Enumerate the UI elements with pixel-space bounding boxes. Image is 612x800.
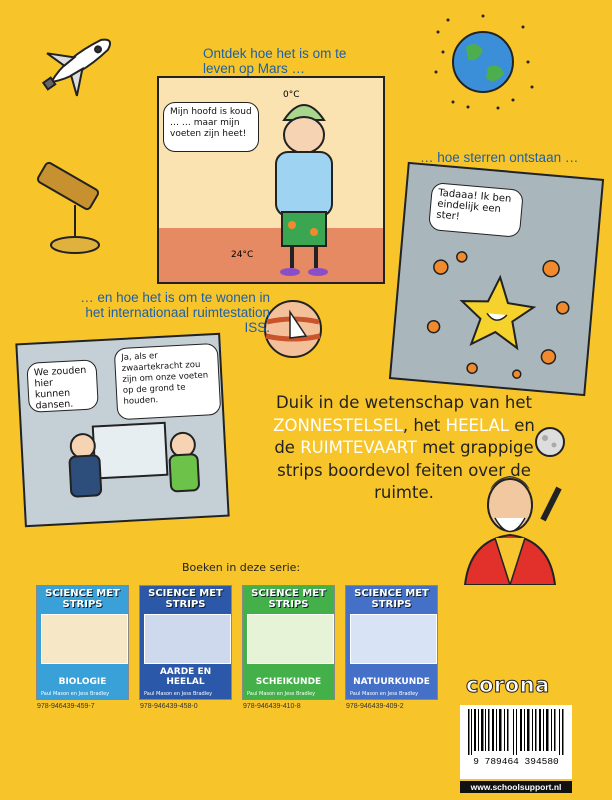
book-cover-scheikunde[interactable] xyxy=(242,585,335,700)
barcode-number: 9 789464 394580 xyxy=(473,756,559,767)
blurb-text-3: en de xyxy=(274,415,535,457)
mars-comic-panel xyxy=(157,76,385,284)
keyword-heelal: HEELAL xyxy=(445,415,509,435)
book-comic-area xyxy=(144,614,231,664)
book-subject: NATUURKUNDE xyxy=(353,677,430,687)
book-title: SCIENCE MET STRIPS xyxy=(354,588,429,610)
publisher-logo: corona xyxy=(466,673,550,697)
blurb-text-4: met grappige strips boordevol feiten over de ruimte. xyxy=(277,438,534,502)
keyword-zonnestelsel: ZONNESTELSEL xyxy=(273,415,403,435)
series-heading: Boeken in deze serie: xyxy=(182,561,301,574)
isbn-scheikunde: 978-946439-410-8 xyxy=(243,703,301,710)
book-subject: BIOLOGIE xyxy=(58,677,107,687)
space-shuttle-icon xyxy=(30,22,130,102)
book-cover-biologie[interactable] xyxy=(36,585,129,700)
caption-stars: … hoe sterren ontstaan … xyxy=(420,150,579,165)
blurb-text-1: Duik in de wetenschap van het xyxy=(275,393,533,412)
telescope-icon xyxy=(30,160,120,260)
book-authors: Paul Mason en Jess Bradley xyxy=(247,691,316,697)
isbn-aarde-en-heelal: 978-946439-458-0 xyxy=(140,703,198,710)
boy-character xyxy=(254,90,354,280)
barcode-icon xyxy=(466,709,566,755)
book-authors: Paul Mason en Jess Bradley xyxy=(350,691,419,697)
temp-bottom-label: 24°C xyxy=(231,250,254,260)
keyword-ruimtevaart: RUIMTEVAART xyxy=(300,438,417,457)
isbn-biologie: 978-946439-459-7 xyxy=(37,703,95,710)
book-comic-area xyxy=(247,614,334,664)
temp-top-label: 0°C xyxy=(283,90,300,100)
caption-mars: Ontdek hoe het is om te leven op Mars … xyxy=(203,46,347,76)
star-comic-panel xyxy=(389,162,604,396)
book-comic-area xyxy=(41,614,128,664)
book-cover-aarde-en-heelal[interactable] xyxy=(139,585,232,700)
blurb-text-2: , het xyxy=(402,415,446,435)
iss-speech-bubble-right: Ja, als er zwaartekracht zou zijn om onze voeten op de grond te houden. xyxy=(114,343,222,420)
isbn-natuurkunde: 978-946439-409-2 xyxy=(346,703,404,710)
book-authors: Paul Mason en Jess Bradley xyxy=(41,691,110,697)
book-title: SCIENCE MET STRIPS xyxy=(45,588,120,610)
book-cover-natuurkunde[interactable] xyxy=(345,585,438,700)
iss-comic-panel xyxy=(15,333,229,527)
earth-icon xyxy=(428,12,538,112)
book-subject: SCHEIKUNDE xyxy=(255,677,322,687)
book-title: SCIENCE MET STRIPS xyxy=(251,588,326,610)
book-title: SCIENCE MET STRIPS xyxy=(148,588,223,610)
caption-iss: … en hoe het is om te wonen in het internationaal ruimtestation ISS. xyxy=(80,290,270,335)
book-subject: AARDE EN HEELAL xyxy=(159,667,212,687)
barcode-box xyxy=(460,705,572,779)
back-cover-blurb xyxy=(268,392,540,505)
book-comic-area xyxy=(350,614,437,664)
astronauts-characters xyxy=(44,415,219,524)
website-label[interactable]: www.schoolsupport.nl xyxy=(460,781,572,793)
mars-speech-bubble: Mijn hoofd is koud … … maar mijn voeten zijn heet! xyxy=(163,102,259,152)
star-character xyxy=(411,235,583,388)
book-authors: Paul Mason en Jess Bradley xyxy=(144,691,213,697)
planet-with-boat-icon xyxy=(262,298,324,360)
iss-speech-bubble-left: We zouden hier kunnen dansen. xyxy=(26,359,99,413)
star-speech-bubble: Tadaaa! Ik ben eindelijk een ster! xyxy=(428,182,524,238)
